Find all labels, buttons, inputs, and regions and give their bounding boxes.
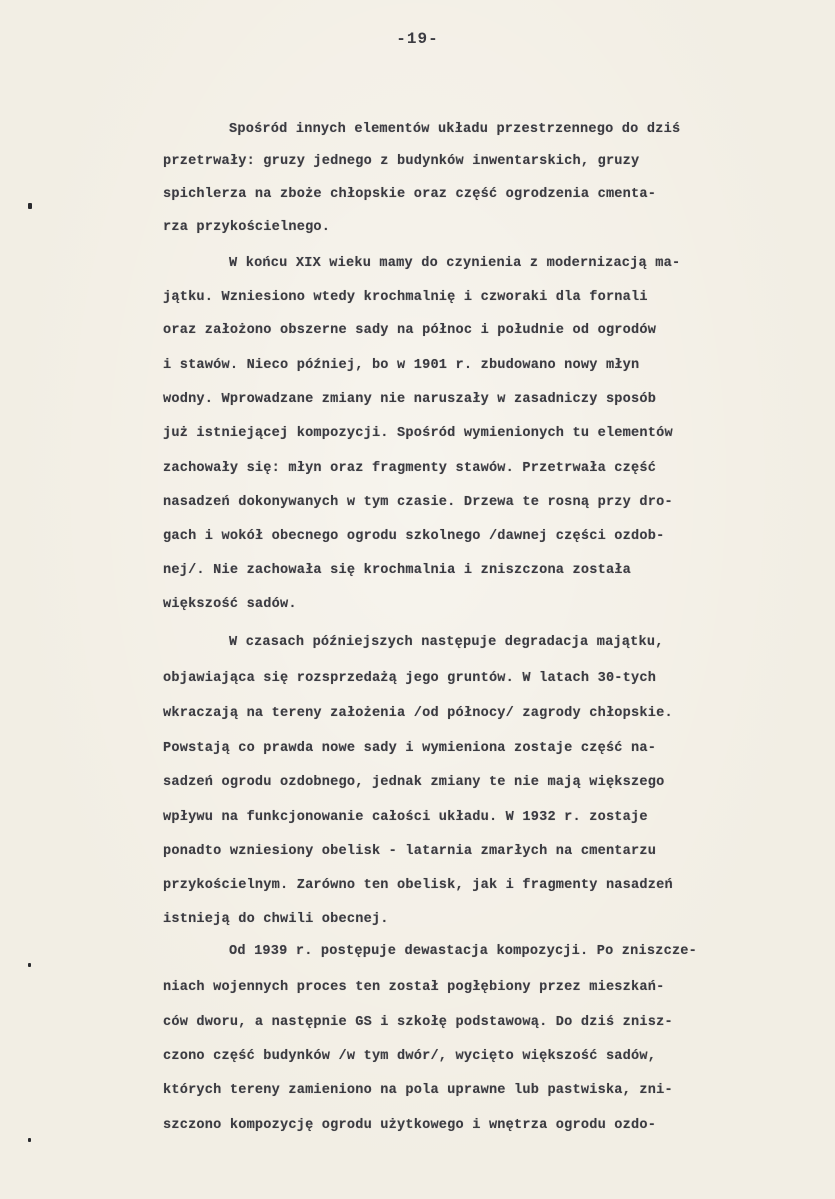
text-line: zachowały się: młyn oraz fragmenty stawów. Przetrwała część: [163, 461, 657, 476]
text-line: już istniejącej kompozycji. Spośród wymienionych tu elementów: [163, 426, 673, 441]
text-line: których tereny zamieniono na pola uprawne lub pastwiska, zni-: [163, 1083, 673, 1098]
margin-mark: [28, 963, 31, 967]
margin-mark: [28, 1138, 31, 1142]
text-line: przykościelnym. Zarówno ten obelisk, jak i fragmenty nasadzeń: [163, 878, 673, 893]
text-line: nasadzeń dokonywanych w tym czasie. Drzewa te rosną przy dro-: [163, 495, 673, 510]
text-line: Spośród innych elementów układu przestrzennego do dziś: [229, 122, 681, 137]
text-line: ców dworu, a następnie GS i szkołę podstawową. Do dziś znisz-: [163, 1015, 673, 1030]
text-line: oraz założono obszerne sady na północ i południe od ogrodów: [163, 323, 657, 338]
text-line: Powstają co prawda nowe sady i wymieniona zostaje część na-: [163, 741, 657, 756]
text-line: sadzeń ogrodu ozdobnego, jednak zmiany te nie mają większego: [163, 775, 665, 790]
text-line: nej/. Nie zachowała się krochmalnia i zniszczona została: [163, 563, 632, 578]
text-line: i stawów. Nieco później, bo w 1901 r. zbudowano nowy młyn: [163, 358, 640, 373]
text-line: istnieją do chwili obecnej.: [163, 912, 389, 927]
text-line: W końcu XIX wieku mamy do czynienia z modernizacją ma-: [229, 256, 681, 271]
text-line: ponadto wzniesiony obelisk - latarnia zmarłych na cmentarzu: [163, 844, 657, 859]
text-line: wpływu na funkcjonowanie całości układu. W 1932 r. zostaje: [163, 810, 648, 825]
text-line: czono część budynków /w tym dwór/, wycięto większość sadów,: [163, 1049, 657, 1064]
text-line: szczono kompozycję ogrodu użytkowego i wnętrza ogrodu ozdo-: [163, 1118, 657, 1133]
text-line: spichlerza na zboże chłopskie oraz część ogrodzenia cmenta-: [163, 187, 657, 202]
text-line: gach i wokół obecnego ogrodu szkolnego /dawnej części ozdob-: [163, 529, 665, 544]
text-line: W czasach późniejszych następuje degradacja majątku,: [229, 635, 664, 650]
text-line: Od 1939 r. postępuje dewastacja kompozycji. Po zniszcze-: [229, 944, 698, 959]
text-line: przetrwały: gruzy jednego z budynków inwentarskich, gruzy: [163, 154, 640, 169]
text-line: rza przykościelnego.: [163, 220, 331, 235]
text-line: jątku. Wzniesiono wtedy krochmalnię i czworaki dla fornali: [163, 290, 648, 305]
text-line: wkraczają na tereny założenia /od północy/ zagrody chłopskie.: [163, 706, 673, 721]
text-line: niach wojennych proces ten został pogłębiony przez mieszkań-: [163, 980, 665, 995]
page-number: -19-: [396, 30, 439, 48]
text-line: większość sadów.: [163, 597, 297, 612]
text-line: objawiająca się rozsprzedażą jego gruntów. W latach 30-tych: [163, 671, 657, 686]
margin-mark: [28, 203, 32, 209]
text-line: wodny. Wprowadzane zmiany nie naruszały w zasadniczy sposób: [163, 392, 657, 407]
